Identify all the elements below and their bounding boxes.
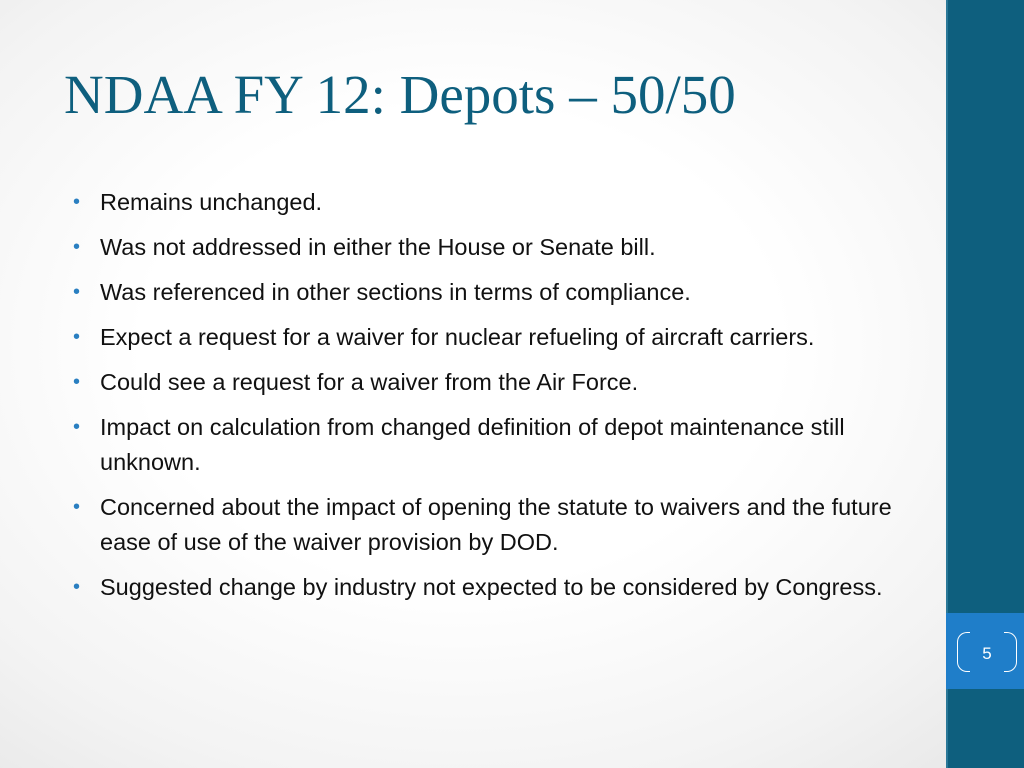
- right-brace-icon: [1004, 632, 1017, 672]
- bullet-text: Impact on calculation from changed definition of depot maintenance still unknown.: [100, 414, 845, 475]
- bullet-item: [73, 320, 900, 355]
- bullet-text: Suggested change by industry not expected to be considered by Congress.: [100, 574, 883, 600]
- bullet-text: Expect a request for a waiver for nuclear refueling of aircraft carriers.: [100, 324, 815, 350]
- bullet-icon: •: [73, 236, 81, 258]
- left-brace-icon: [957, 632, 970, 672]
- bullet-icon: •: [73, 496, 81, 518]
- bullet-item: [73, 185, 900, 220]
- bullet-icon: •: [73, 326, 81, 348]
- bullet-item: [73, 365, 900, 400]
- bullet-item: [73, 410, 900, 480]
- bullet-item: [73, 570, 900, 605]
- bullet-text: Concerned about the impact of opening the statute to waivers and the future ease of use of the waiver provision by DOD.: [100, 494, 892, 555]
- bullet-icon: •: [73, 371, 81, 393]
- bullet-icon: •: [73, 281, 81, 303]
- bullet-list: [73, 185, 900, 615]
- bullet-item: [73, 490, 900, 560]
- bullet-item: [73, 275, 900, 310]
- slide-title: NDAA FY 12: Depots – 50/50: [64, 64, 736, 125]
- bullet-icon: •: [73, 191, 81, 213]
- page-number: 5: [982, 644, 992, 663]
- bullet-icon: •: [73, 416, 81, 438]
- bullet-icon: •: [73, 576, 81, 598]
- bullet-text: Could see a request for a waiver from the Air Force.: [100, 369, 639, 395]
- bullet-text: Remains unchanged.: [100, 189, 323, 215]
- bullet-item: [73, 230, 900, 265]
- bullet-text: Was not addressed in either the House or Senate bill.: [100, 234, 656, 260]
- bullet-text: Was referenced in other sections in terms of compliance.: [100, 279, 691, 305]
